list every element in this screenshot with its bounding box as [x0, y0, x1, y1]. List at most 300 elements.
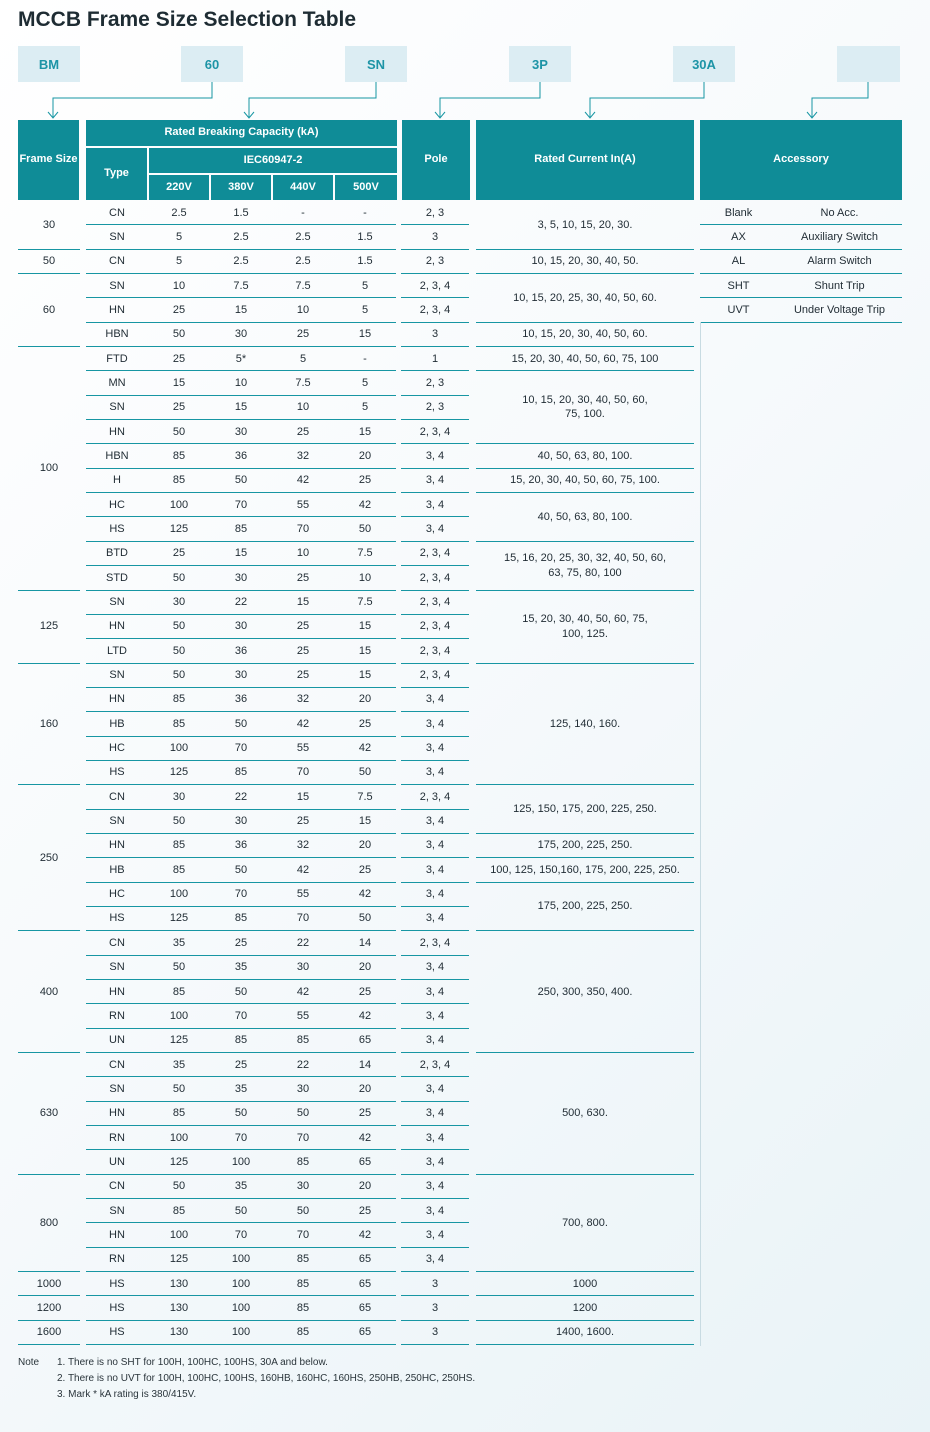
breaking-440v-cell: 85	[272, 1150, 334, 1174]
breaking-220v-cell: 85	[148, 688, 210, 712]
breaking-440v-cell: 32	[272, 444, 334, 468]
breaking-380v-cell: 15	[210, 298, 272, 322]
breaking-440v-cell: 50	[272, 1199, 334, 1223]
page-title: MCCB Frame Size Selection Table	[18, 8, 357, 31]
accessory-description-cell: Shunt Trip	[777, 274, 902, 298]
type-cell: HN	[86, 688, 148, 712]
breaking-500v-cell: 20	[334, 1175, 396, 1199]
breaking-500v-cell: 50	[334, 761, 396, 785]
breaking-500v-cell: 42	[334, 1126, 396, 1150]
breaking-380v-cell: 70	[210, 1126, 272, 1150]
breaking-380v-cell: 85	[210, 907, 272, 931]
breaking-500v-cell: 7.5	[334, 591, 396, 615]
type-cell: SN	[86, 274, 148, 298]
breaking-500v-cell: 50	[334, 517, 396, 541]
rated-current-cell: 500, 630.	[476, 1053, 694, 1175]
code-pole-box: 3P	[509, 46, 571, 82]
pole-cell: 2, 3, 4	[401, 615, 469, 639]
breaking-380v-cell: 22	[210, 785, 272, 809]
type-cell: HN	[86, 615, 148, 639]
type-cell: BTD	[86, 542, 148, 566]
header-type: Type	[86, 148, 147, 200]
type-cell: HS	[86, 761, 148, 785]
breaking-440v-cell: 25	[272, 664, 334, 688]
breaking-220v-cell: 2.5	[148, 201, 210, 225]
frame-size-cell: 250	[18, 785, 80, 931]
breaking-500v-cell: 25	[334, 980, 396, 1004]
breaking-220v-cell: 35	[148, 1053, 210, 1077]
breaking-500v-cell: 50	[334, 907, 396, 931]
breaking-500v-cell: 5	[334, 396, 396, 420]
breaking-500v-cell: 20	[334, 444, 396, 468]
rated-current-cell: 1400, 1600.	[476, 1321, 694, 1345]
rated-current-cell: 125, 140, 160.	[476, 664, 694, 786]
note-item: 1. There is no SHT for 100H, 100HC, 100HS, 30A and below.	[57, 1357, 328, 1368]
pole-cell: 2, 3, 4	[401, 298, 469, 322]
type-cell: SN	[86, 591, 148, 615]
rated-current-table	[476, 201, 694, 1345]
pole-cell: 3, 4	[401, 1102, 469, 1126]
breaking-220v-cell: 125	[148, 1248, 210, 1272]
breaking-500v-cell: 25	[334, 1199, 396, 1223]
breaking-500v-cell: 15	[334, 323, 396, 347]
type-cell: HN	[86, 298, 148, 322]
breaking-220v-cell: 50	[148, 420, 210, 444]
breaking-440v-cell: 25	[272, 323, 334, 347]
breaking-440v-cell: 10	[272, 298, 334, 322]
breaking-440v-cell: 85	[272, 1321, 334, 1345]
breaking-220v-cell: 125	[148, 907, 210, 931]
pole-cell: 3, 4	[401, 761, 469, 785]
breaking-440v-cell: 7.5	[272, 274, 334, 298]
pole-cell: 3, 4	[401, 1126, 469, 1150]
rated-current-cell: 15, 16, 20, 25, 30, 32, 40, 50, 60, 63, 75, 80, 100	[476, 542, 694, 591]
breaking-220v-cell: 10	[148, 274, 210, 298]
breaking-220v-cell: 125	[148, 1029, 210, 1053]
type-cell: SN	[86, 1077, 148, 1101]
breaking-440v-cell: 85	[272, 1029, 334, 1053]
breaking-380v-cell: 35	[210, 1077, 272, 1101]
type-cell: CN	[86, 931, 148, 955]
pole-cell: 2, 3, 4	[401, 785, 469, 809]
breaking-440v-cell: 55	[272, 493, 334, 517]
pole-cell: 3	[401, 1272, 469, 1296]
breaking-380v-cell: 2.5	[210, 225, 272, 249]
breaking-500v-cell: 15	[334, 810, 396, 834]
breaking-500v-cell: 65	[334, 1321, 396, 1345]
pole-cell: 3, 4	[401, 493, 469, 517]
breaking-440v-cell: 42	[272, 980, 334, 1004]
type-cell: SN	[86, 956, 148, 980]
pole-cell: 3, 4	[401, 956, 469, 980]
type-cell: HB	[86, 712, 148, 736]
code-frame-box: 60	[181, 46, 243, 82]
type-cell: HN	[86, 1223, 148, 1247]
breaking-440v-cell: 50	[272, 1102, 334, 1126]
type-cell: RN	[86, 1126, 148, 1150]
frame-size-cell: 1000	[18, 1272, 80, 1296]
pole-cell: 2, 3, 4	[401, 542, 469, 566]
type-cell: HS	[86, 1272, 148, 1296]
breaking-440v-cell: 10	[272, 396, 334, 420]
breaking-440v-cell: 32	[272, 834, 334, 858]
breaking-380v-cell: 30	[210, 615, 272, 639]
breaking-440v-cell: 5	[272, 347, 334, 371]
pole-cell: 2, 3, 4	[401, 639, 469, 663]
breaking-440v-cell: 30	[272, 1077, 334, 1101]
breaking-380v-cell: 5*	[210, 347, 272, 371]
breaking-220v-cell: 50	[148, 323, 210, 347]
breaking-220v-cell: 100	[148, 1004, 210, 1028]
breaking-380v-cell: 50	[210, 858, 272, 882]
type-cell: HN	[86, 1102, 148, 1126]
breaking-380v-cell: 36	[210, 444, 272, 468]
breaking-380v-cell: 36	[210, 834, 272, 858]
code-current-box: 30A	[673, 46, 735, 82]
breaking-220v-cell: 85	[148, 980, 210, 1004]
type-cell: H	[86, 469, 148, 493]
breaking-380v-cell: 85	[210, 1029, 272, 1053]
pole-cell: 3, 4	[401, 834, 469, 858]
frame-size-cell: 800	[18, 1175, 80, 1272]
frame-size-cell: 160	[18, 664, 80, 786]
breaking-500v-cell: -	[334, 201, 396, 225]
frame-size-cell: 100	[18, 347, 80, 590]
breaking-440v-cell: 10	[272, 542, 334, 566]
type-cell: HC	[86, 883, 148, 907]
pole-cell: 3, 4	[401, 1029, 469, 1053]
breaking-440v-cell: 42	[272, 858, 334, 882]
type-cell: UN	[86, 1029, 148, 1053]
pole-cell: 3, 4	[401, 810, 469, 834]
breaking-380v-cell: 36	[210, 639, 272, 663]
pole-cell: 3, 4	[401, 1223, 469, 1247]
breaking-220v-cell: 50	[148, 1077, 210, 1101]
type-cell: STD	[86, 566, 148, 590]
accessory-description-cell: Alarm Switch	[777, 250, 902, 274]
breaking-220v-cell: 25	[148, 396, 210, 420]
type-cell: SN	[86, 1199, 148, 1223]
notes-section	[18, 1355, 475, 1403]
breaking-440v-cell: 70	[272, 1223, 334, 1247]
rated-current-cell: 700, 800.	[476, 1175, 694, 1272]
type-cell: UN	[86, 1150, 148, 1174]
rated-current-cell: 15, 20, 30, 40, 50, 60, 75, 100, 125.	[476, 591, 694, 664]
breaking-380v-cell: 15	[210, 396, 272, 420]
breaking-380v-cell: 30	[210, 664, 272, 688]
type-cell: HS	[86, 517, 148, 541]
breaking-440v-cell: 32	[272, 688, 334, 712]
breaking-440v-cell: 85	[272, 1272, 334, 1296]
pole-cell: 2, 3	[401, 371, 469, 395]
breaking-380v-cell: 35	[210, 1175, 272, 1199]
accessory-code-cell: UVT	[700, 298, 777, 322]
pole-cell: 2, 3	[401, 250, 469, 274]
breaking-380v-cell: 30	[210, 420, 272, 444]
type-cell: HBN	[86, 444, 148, 468]
note-item: 3. Mark * kA rating is 380/415V.	[57, 1389, 197, 1400]
breaking-440v-cell: -	[272, 201, 334, 225]
breaking-440v-cell: 42	[272, 469, 334, 493]
type-cell: SN	[86, 664, 148, 688]
code-connector-lines	[0, 0, 930, 125]
breaking-380v-cell: 70	[210, 883, 272, 907]
breaking-380v-cell: 50	[210, 712, 272, 736]
breaking-380v-cell: 85	[210, 761, 272, 785]
breaking-220v-cell: 25	[148, 298, 210, 322]
breaking-440v-cell: 55	[272, 1004, 334, 1028]
breaking-500v-cell: 25	[334, 1102, 396, 1126]
breaking-220v-cell: 100	[148, 1126, 210, 1150]
breaking-220v-cell: 100	[148, 883, 210, 907]
breaking-220v-cell: 125	[148, 517, 210, 541]
pole-cell: 2, 3, 4	[401, 664, 469, 688]
header-voltage-440: 440V	[273, 175, 333, 200]
breaking-500v-cell: 5	[334, 274, 396, 298]
breaking-380v-cell: 25	[210, 1053, 272, 1077]
breaking-220v-cell: 85	[148, 1102, 210, 1126]
breaking-500v-cell: 25	[334, 712, 396, 736]
type-cell: HN	[86, 420, 148, 444]
breaking-380v-cell: 50	[210, 980, 272, 1004]
breaking-220v-cell: 35	[148, 931, 210, 955]
pole-cell: 2, 3, 4	[401, 591, 469, 615]
breaking-500v-cell: 20	[334, 956, 396, 980]
type-cell: SN	[86, 810, 148, 834]
breaking-500v-cell: 15	[334, 420, 396, 444]
breaking-380v-cell: 100	[210, 1321, 272, 1345]
spec-table	[18, 201, 470, 1345]
frame-size-cell: 50	[18, 250, 80, 274]
pole-cell: 2, 3, 4	[401, 420, 469, 444]
breaking-500v-cell: 65	[334, 1272, 396, 1296]
breaking-220v-cell: 85	[148, 834, 210, 858]
breaking-380v-cell: 22	[210, 591, 272, 615]
accessory-description-cell: Auxiliary Switch	[777, 225, 902, 249]
breaking-500v-cell: 7.5	[334, 785, 396, 809]
type-cell: CN	[86, 250, 148, 274]
breaking-440v-cell: 7.5	[272, 371, 334, 395]
type-cell: RN	[86, 1248, 148, 1272]
note-item: 2. There is no UVT for 100H, 100HC, 100HS, 160HB, 160HC, 160HS, 250HB, 250HC, 250HS.	[57, 1373, 476, 1384]
rated-current-cell: 10, 15, 20, 30, 40, 50, 60.	[476, 323, 694, 347]
breaking-500v-cell: 5	[334, 298, 396, 322]
type-cell: LTD	[86, 639, 148, 663]
breaking-220v-cell: 25	[148, 542, 210, 566]
breaking-500v-cell: 42	[334, 883, 396, 907]
breaking-500v-cell: 65	[334, 1029, 396, 1053]
pole-cell: 3, 4	[401, 883, 469, 907]
type-cell: FTD	[86, 347, 148, 371]
breaking-440v-cell: 25	[272, 639, 334, 663]
rated-current-cell: 10, 15, 20, 30, 40, 50, 60, 75, 100.	[476, 371, 694, 444]
breaking-380v-cell: 30	[210, 323, 272, 347]
header-standard: IEC60947-2	[149, 148, 397, 173]
breaking-220v-cell: 130	[148, 1272, 210, 1296]
breaking-220v-cell: 85	[148, 712, 210, 736]
pole-cell: 2, 3, 4	[401, 566, 469, 590]
accessory-code-cell: Blank	[700, 201, 777, 225]
breaking-220v-cell: 50	[148, 1175, 210, 1199]
pole-cell: 3, 4	[401, 1004, 469, 1028]
frame-size-cell: 1600	[18, 1321, 80, 1345]
breaking-440v-cell: 22	[272, 1053, 334, 1077]
pole-cell: 3, 4	[401, 517, 469, 541]
frame-size-cell: 400	[18, 931, 80, 1053]
type-cell: CN	[86, 1053, 148, 1077]
breaking-440v-cell: 2.5	[272, 225, 334, 249]
breaking-500v-cell: 65	[334, 1150, 396, 1174]
breaking-500v-cell: 42	[334, 1223, 396, 1247]
pole-cell: 2, 3, 4	[401, 274, 469, 298]
pole-cell: 3	[401, 1296, 469, 1320]
breaking-500v-cell: 10	[334, 566, 396, 590]
breaking-500v-cell: 14	[334, 1053, 396, 1077]
breaking-220v-cell: 5	[148, 250, 210, 274]
pole-cell: 3, 4	[401, 1248, 469, 1272]
pole-cell: 3, 4	[401, 712, 469, 736]
breaking-220v-cell: 125	[148, 761, 210, 785]
breaking-220v-cell: 50	[148, 566, 210, 590]
frame-size-cell: 30	[18, 201, 80, 250]
type-cell: HS	[86, 907, 148, 931]
breaking-440v-cell: 85	[272, 1296, 334, 1320]
breaking-500v-cell: 20	[334, 688, 396, 712]
breaking-500v-cell: 42	[334, 493, 396, 517]
pole-cell: 3, 4	[401, 688, 469, 712]
breaking-440v-cell: 25	[272, 615, 334, 639]
rated-current-cell: 10, 15, 20, 25, 30, 40, 50, 60.	[476, 274, 694, 323]
breaking-220v-cell: 30	[148, 591, 210, 615]
rated-current-cell: 175, 200, 225, 250.	[476, 883, 694, 932]
breaking-380v-cell: 35	[210, 956, 272, 980]
breaking-440v-cell: 70	[272, 907, 334, 931]
rated-current-cell: 15, 20, 30, 40, 50, 60, 75, 100	[476, 347, 694, 371]
breaking-500v-cell: 20	[334, 1077, 396, 1101]
pole-cell: 3, 4	[401, 469, 469, 493]
breaking-500v-cell: 15	[334, 615, 396, 639]
type-cell: SN	[86, 225, 148, 249]
type-cell: RN	[86, 1004, 148, 1028]
breaking-380v-cell: 30	[210, 566, 272, 590]
accessory-column-divider	[700, 322, 701, 1346]
type-cell: HC	[86, 493, 148, 517]
breaking-500v-cell: 14	[334, 931, 396, 955]
breaking-440v-cell: 22	[272, 931, 334, 955]
breaking-220v-cell: 25	[148, 347, 210, 371]
code-series-box: BM	[18, 46, 80, 82]
breaking-220v-cell: 100	[148, 1223, 210, 1247]
breaking-380v-cell: 15	[210, 542, 272, 566]
breaking-380v-cell: 85	[210, 517, 272, 541]
breaking-220v-cell: 85	[148, 444, 210, 468]
breaking-220v-cell: 100	[148, 737, 210, 761]
breaking-440v-cell: 55	[272, 737, 334, 761]
breaking-220v-cell: 15	[148, 371, 210, 395]
rated-current-cell: 125, 150, 175, 200, 225, 250.	[476, 785, 694, 834]
pole-cell: 3, 4	[401, 444, 469, 468]
rated-current-cell: 10, 15, 20, 30, 40, 50.	[476, 250, 694, 274]
type-cell: HC	[86, 737, 148, 761]
type-cell: CN	[86, 1175, 148, 1199]
breaking-440v-cell: 42	[272, 712, 334, 736]
breaking-380v-cell: 1.5	[210, 201, 272, 225]
accessory-description-cell: No Acc.	[777, 201, 902, 225]
frame-size-cell: 125	[18, 591, 80, 664]
breaking-440v-cell: 70	[272, 761, 334, 785]
rated-current-cell: 40, 50, 63, 80, 100.	[476, 444, 694, 468]
pole-cell: 3, 4	[401, 980, 469, 1004]
breaking-440v-cell: 25	[272, 566, 334, 590]
breaking-500v-cell: 42	[334, 737, 396, 761]
pole-cell: 3, 4	[401, 858, 469, 882]
breaking-440v-cell: 85	[272, 1248, 334, 1272]
rated-current-cell: 100, 125, 150,160, 175, 200, 225, 250.	[476, 858, 694, 882]
note-label: Note	[18, 1357, 40, 1368]
header-pole: Pole	[402, 120, 470, 200]
breaking-220v-cell: 50	[148, 639, 210, 663]
header-voltage-500: 500V	[335, 175, 397, 200]
breaking-500v-cell: 25	[334, 469, 396, 493]
type-cell: HBN	[86, 323, 148, 347]
breaking-220v-cell: 30	[148, 785, 210, 809]
breaking-220v-cell: 100	[148, 493, 210, 517]
breaking-500v-cell: 65	[334, 1248, 396, 1272]
breaking-380v-cell: 30	[210, 810, 272, 834]
breaking-220v-cell: 130	[148, 1321, 210, 1345]
breaking-440v-cell: 25	[272, 420, 334, 444]
code-type-box: SN	[345, 46, 407, 82]
frame-size-cell: 60	[18, 274, 80, 347]
breaking-380v-cell: 70	[210, 1223, 272, 1247]
breaking-380v-cell: 70	[210, 737, 272, 761]
type-cell: HS	[86, 1296, 148, 1320]
breaking-380v-cell: 70	[210, 493, 272, 517]
pole-cell: 3	[401, 225, 469, 249]
pole-cell: 3, 4	[401, 1175, 469, 1199]
breaking-500v-cell: 5	[334, 371, 396, 395]
pole-cell: 2, 3	[401, 201, 469, 225]
breaking-220v-cell: 50	[148, 956, 210, 980]
breaking-220v-cell: 130	[148, 1296, 210, 1320]
breaking-220v-cell: 85	[148, 858, 210, 882]
pole-cell: 3	[401, 1321, 469, 1345]
rated-current-cell: 1000	[476, 1272, 694, 1296]
breaking-220v-cell: 50	[148, 810, 210, 834]
pole-cell: 3, 4	[401, 1199, 469, 1223]
type-cell: HN	[86, 980, 148, 1004]
pole-cell: 2, 3, 4	[401, 1053, 469, 1077]
rated-current-cell: 40, 50, 63, 80, 100.	[476, 493, 694, 542]
breaking-220v-cell: 50	[148, 615, 210, 639]
pole-cell: 3, 4	[401, 907, 469, 931]
breaking-500v-cell: 65	[334, 1296, 396, 1320]
accessory-code-cell: AX	[700, 225, 777, 249]
breaking-380v-cell: 36	[210, 688, 272, 712]
breaking-440v-cell: 15	[272, 785, 334, 809]
pole-cell: 3, 4	[401, 1150, 469, 1174]
breaking-380v-cell: 50	[210, 1102, 272, 1126]
accessory-table	[700, 201, 902, 323]
breaking-380v-cell: 7.5	[210, 274, 272, 298]
accessory-code-cell: SHT	[700, 274, 777, 298]
breaking-500v-cell: 1.5	[334, 225, 396, 249]
breaking-440v-cell: 2.5	[272, 250, 334, 274]
breaking-440v-cell: 15	[272, 591, 334, 615]
type-cell: HB	[86, 858, 148, 882]
breaking-500v-cell: 15	[334, 664, 396, 688]
header-voltage-380: 380V	[211, 175, 271, 200]
